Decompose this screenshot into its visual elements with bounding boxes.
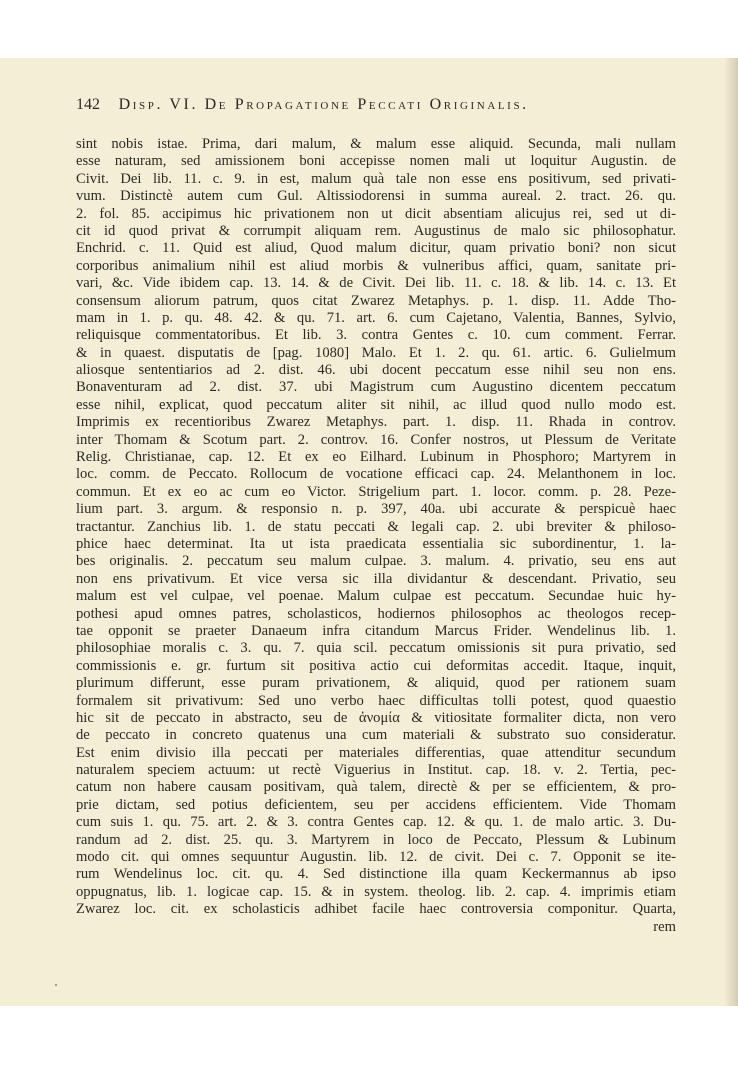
text-line: Zwarez loc. cit. ex scholasticis adhibet facile haec controversia componitur. Quarta, xyxy=(76,901,676,918)
scan-speck xyxy=(55,984,57,986)
text-line: Bonaventuram ad 2. dist. 37. ubi Magistrum cum Augustino dicentem peccatum xyxy=(76,379,676,396)
text-line: cit id quod privat & corrumpit aliquam rem. Augustinus de malo sic philosophatur. xyxy=(76,222,676,239)
text-line: esse nihil, explicat, quod peccatum aliter sit nihil, ac illud quod nullo modo est. xyxy=(76,396,676,413)
body-text xyxy=(76,136,676,936)
text-line: inter Thomam & Scotum part. 2. controv. 16. Confer nostros, ut Plessum de Veritate xyxy=(76,431,676,448)
text-line: phice haec determinat. Ita ut ista praedicata essentialia sic subordinentur, 1. la- xyxy=(76,535,676,552)
text-line: & in quaest. disputatis de [pag. 1080] Malo. Et 1. 2. qu. 61. artic. 6. Gulielmum xyxy=(76,344,676,361)
text-line: Imprimis ex recentioribus Zwarez Metaphys. part. 1. disp. 11. Rhada in controv. xyxy=(76,414,676,431)
text-line: aliosque sententiarios ad 2. dist. 46. ubi docent peccatum esse nihil seu non ens. xyxy=(76,362,676,379)
text-line: tae opponit se praeter Danaeum infra citandum Marcus Frider. Wendelinus lib. 1. xyxy=(76,622,676,639)
text-line: reliquisque commentatoribus. Et lib. 3. contra Gentes c. 10. cum comment. Ferrar. xyxy=(76,327,676,344)
text-line: mam in 1. p. qu. 48. 42. & qu. 71. art. 6. cum Cajetano, Valentia, Bannes, Sylvio, xyxy=(76,309,676,326)
text-line: rum Wendelinus loc. cit. qu. 4. Sed distinctione illa quam Keckermannus ab ipso xyxy=(76,866,676,883)
running-header xyxy=(76,96,676,114)
text-line: tractantur. Zanchius lib. 1. de statu peccati & legali cap. 2. ubi breviter & philoso- xyxy=(76,518,676,535)
text-line: cum suis 1. qu. 75. art. 2. & 3. contra Gentes cap. 12. & qu. 1. de malo artic. 3. Du- xyxy=(76,814,676,831)
text-line: randum ad 2. dist. 25. qu. 3. Martyrem in loco de Peccato, Plessum & Lubinum xyxy=(76,831,676,848)
text-line: vari, &c. Vide ibidem cap. 13. 14. & de Civit. Dei lib. 11. c. 18. & lib. 14. c. 13. Et xyxy=(76,275,676,292)
text-line: Est enim divisio illa peccati per materiales differentias, quae attenditur secundum xyxy=(76,744,676,761)
text-line: non ens privativum. Et vice versa sic illa dividantur & descendant. Privatio, seu xyxy=(76,570,676,587)
top-margin xyxy=(0,0,738,58)
text-line: sint nobis istae. Prima, dari malum, & malum esse aliquid. Secunda, mali nullam xyxy=(76,136,676,152)
text-line: consensum aliorum patrum, quos citat Zwarez Metaphys. p. 1. disp. 11. Adde Tho- xyxy=(76,292,676,309)
text-line: bes originalis. 2. peccatum seu malum culpae. 3. malum. 4. privatio, seu ens aut xyxy=(76,553,676,570)
text-line: commun. Et ex eo ac cum eo Victor. Strigelium part. 1. locor. comm. p. 28. Peze- xyxy=(76,483,676,500)
text-line: modo cit. qui omnes sequuntur Augustin. lib. 12. de civit. Dei c. 7. Opponit se ite- xyxy=(76,849,676,866)
text-line: hic sit de peccato in abstracto, seu de ἀνομία & vitiositate formaliter dicta, non vero xyxy=(76,709,676,726)
bottom-margin xyxy=(0,1006,738,1068)
text-line: naturalem speciem actuum: ut rectè Viguerius in Institut. cap. 18. v. 2. Tertia, pec- xyxy=(76,762,676,779)
text-line: philosophiae moralis c. 3. qu. 7. quia scil. peccatum omissionis sit pura privatio, sed xyxy=(76,640,676,657)
running-title: Disp. VI. De Propagatione Peccati Originalis. xyxy=(118,96,529,113)
text-line: de peccato in concreto quatenus una cum materiali & substrato suo consideratur. xyxy=(76,727,676,744)
text-line: catum non habere causam positivam, quà talem, directè & per se efficientem, & pro- xyxy=(76,779,676,796)
text-line: oppugnatus, lib. 1. logicae cap. 15. & in system. theolog. lib. 2. cap. 4. imprimis etiam xyxy=(76,883,676,900)
text-line: pothesi apud omnes patres, scholasticos, hodiernos philosophos ac theologos recep- xyxy=(76,605,676,622)
text-line: esse naturam, sed amissionem boni accepisse nomen mali ut loquitur Augustin. de xyxy=(76,153,676,170)
text-line: plurimum differunt, esse puram privationem, & aliquid, quod per rationem suam xyxy=(76,675,676,692)
text-line: corporibus animalium nihil est aliud morbis & vulneribus affici, quam, sanitate pri- xyxy=(76,257,676,274)
page-edge-shadow xyxy=(724,58,738,1006)
text-line: commissionis e. gr. furtum sit positiva actio cui deformitas accedit. Itaque, inquit, xyxy=(76,657,676,674)
text-line: prie dictam, sed potius deficientem, seu per accidens efficientem. Vide Thomam xyxy=(76,796,676,813)
text-line: formalem sit privativum: Sed uno verbo haec difficultas tolli potest, quod quaestio xyxy=(76,692,676,709)
page-number: 142 xyxy=(76,96,100,113)
text-line: loc. comm. de Peccato. Rollocum de vocatione efficaci cap. 24. Melanthonem in loc. xyxy=(76,466,676,483)
text-line: Enchrid. c. 11. Quid est aliud, Quod malum dicitur, quam privatio boni? non sicut xyxy=(76,240,676,257)
text-line: malum est vel culpae, vel poenae. Malum culpae est peccatum. Secundae huic hy- xyxy=(76,588,676,605)
text-line: rem xyxy=(653,918,676,935)
text-line: Civit. Dei lib. 11. c. 9. in est, malum quà tale non esse ens positivum, sed privati- xyxy=(76,170,676,187)
text-line: Relig. Christianae, cap. 12. Et ex eo Eilhard. Lubinum in Phosphoro; Martyrem in xyxy=(76,449,676,466)
text-line: vum. Distinctè autem cum Gul. Altissiodorensi in summa aureal. 2. tract. 26. qu. xyxy=(76,188,676,205)
text-line: 2. fol. 85. accipimus hic privationem non ut dicit absentiam alicujus rei, sed ut di- xyxy=(76,205,676,222)
text-line: lium part. 3. argum. & responsio n. p. 397, 40a. ubi accurate & perspicuè haec xyxy=(76,501,676,518)
